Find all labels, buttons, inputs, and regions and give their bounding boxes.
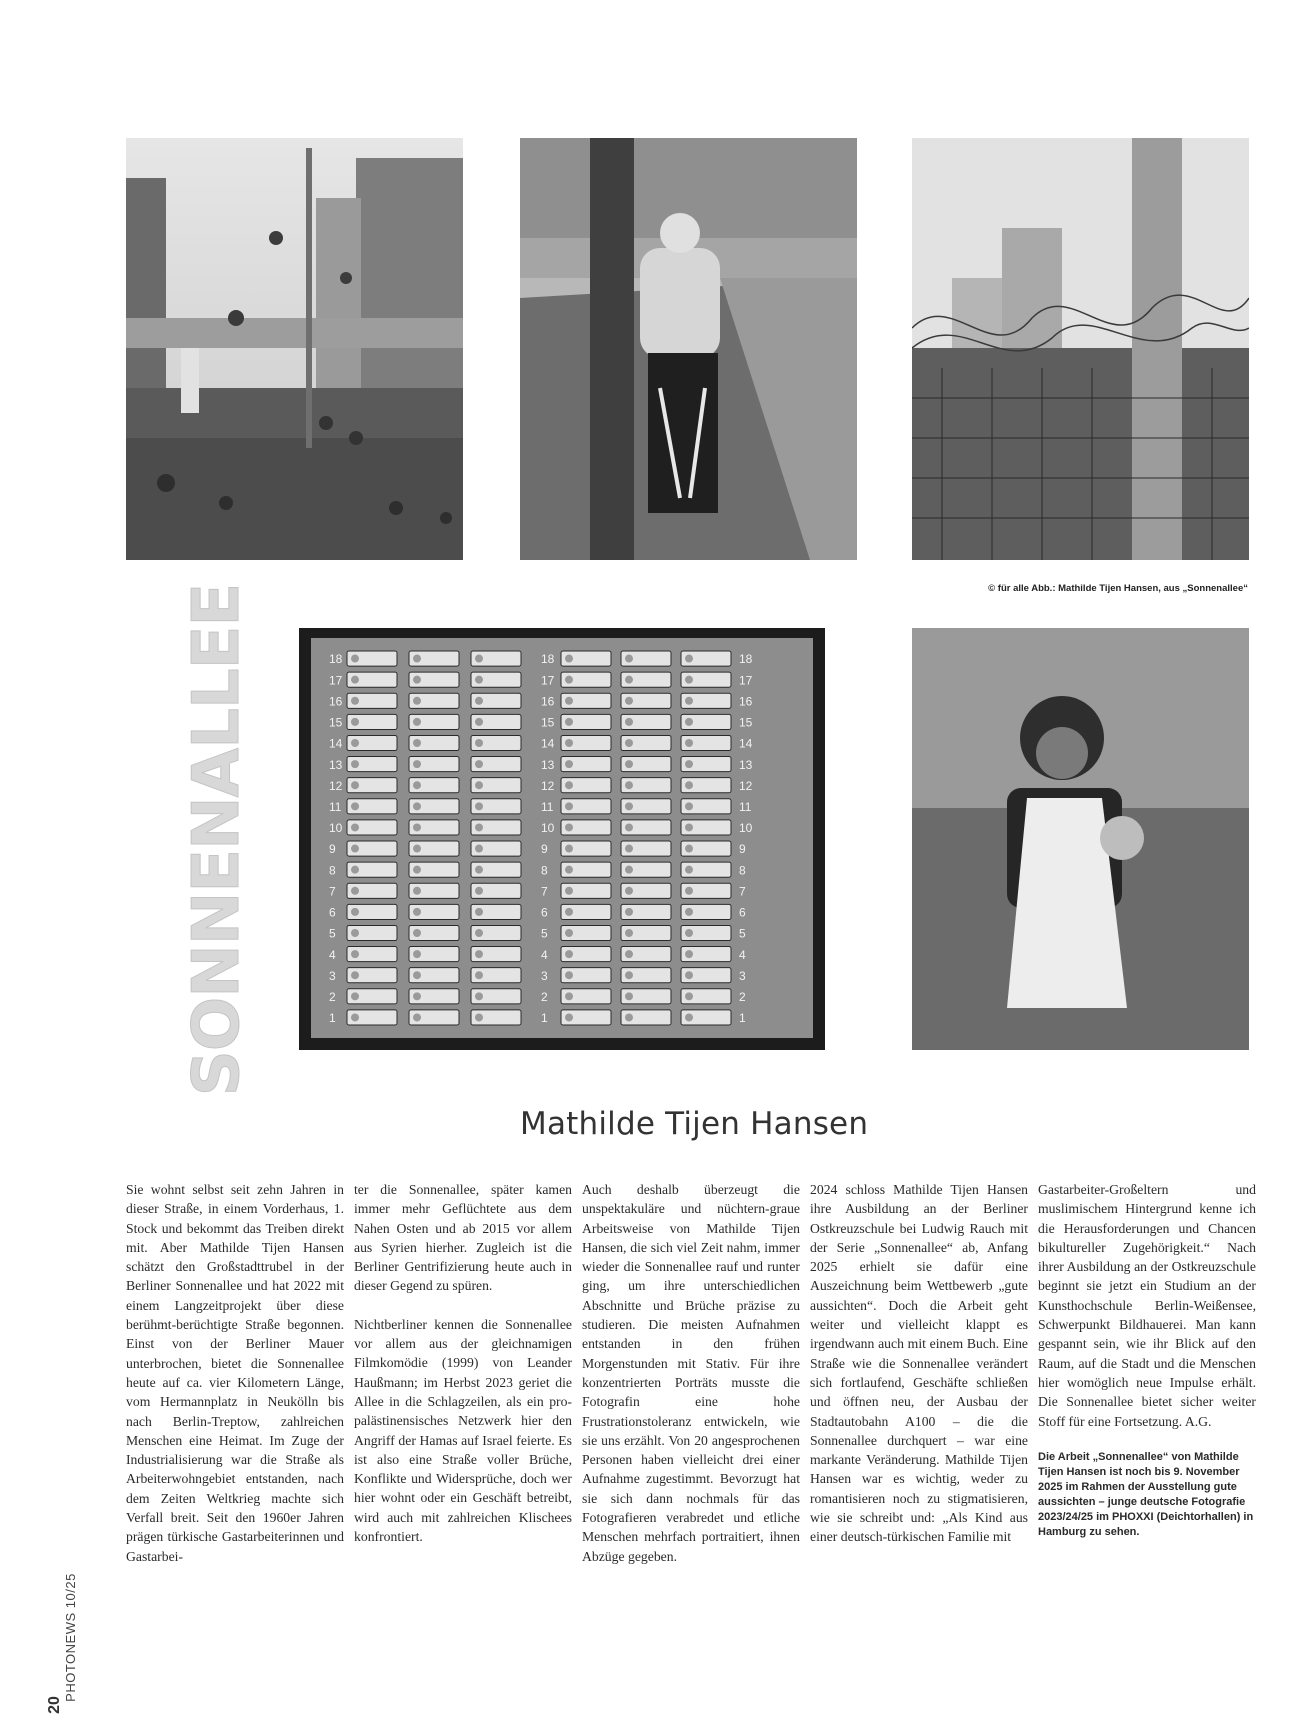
- doorbell-number: 13: [329, 757, 343, 772]
- doorbell-push-icon: [413, 781, 421, 789]
- doorbell-push-icon: [475, 845, 483, 853]
- doorbell-push-icon: [351, 992, 359, 1000]
- doorbell-push-icon: [625, 781, 633, 789]
- doorbell-number: 14: [739, 736, 753, 751]
- photo-girl-teddy: [912, 628, 1249, 1050]
- doorbell-push-icon: [475, 655, 483, 663]
- doorbell-number: 5: [541, 926, 548, 941]
- article-column-5: [1038, 1180, 1256, 1559]
- doorbell-number: 12: [329, 778, 343, 793]
- doorbell-push-icon: [351, 887, 359, 895]
- doorbell-push-icon: [685, 697, 693, 705]
- doorbell-push-icon: [685, 1013, 693, 1021]
- doorbell-push-icon: [351, 676, 359, 684]
- doorbell-push-icon: [475, 908, 483, 916]
- doorbell-push-icon: [351, 697, 359, 705]
- doorbell-push-icon: [475, 676, 483, 684]
- doorbell-push-icon: [565, 950, 573, 958]
- doorbell-push-icon: [685, 718, 693, 726]
- doorbell-push-icon: [685, 992, 693, 1000]
- column-5-paragraph-1: Gastarbeiter-Großeltern und muslimischem Hintergrund kenne ich die Herausforderungen und Chancen bikultureller Zugehörigkeit.“ Nach ihrer Ausbildung an der Ostkreuzschule beginnt sie jetzt ein Studium an der Kunsthochschule Berlin-Weißensee, Schwerpunkt Bildhauerei. Man kann gespannt sein, wie ihr Blick auf den Raum, auf die Stadt und die Menschen hier womöglich neue Impulse erhält. Die Sonnenallee bietet sicher weiter Stoff für eine Fortsetzung. A.G.: [1038, 1182, 1256, 1429]
- doorbell-push-icon: [685, 781, 693, 789]
- doorbell-number: 17: [329, 673, 343, 688]
- doorbell-push-icon: [413, 908, 421, 916]
- doorbell-push-icon: [565, 887, 573, 895]
- doorbell-number: 15: [541, 715, 555, 730]
- article-column-3: [582, 1180, 800, 1585]
- doorbell-push-icon: [625, 887, 633, 895]
- doorbell-push-icon: [565, 971, 573, 979]
- doorbell-number: 6: [739, 905, 746, 920]
- doorbell-push-icon: [351, 739, 359, 747]
- doorbell-push-icon: [475, 781, 483, 789]
- exhibition-note: Die Arbeit „Sonnenallee“ von Mathilde Tijen Hansen ist noch bis 9. November 2025 im Rahmen der Ausstellung gute aussichten – junge deutsche Fotografie 2023/24/25 im PHOXXI (Deichtorhallen) in Hamburg zu sehen.: [1038, 1450, 1254, 1538]
- doorbell-number: 4: [329, 947, 336, 962]
- photo-credit: © für alle Abb.: Mathilde Tijen Hansen, aus „Sonnenallee“: [988, 583, 1248, 594]
- doorbell-push-icon: [565, 992, 573, 1000]
- doorbell-number: 11: [541, 799, 554, 814]
- doorbell-number: 6: [541, 905, 548, 920]
- doorbell-number: 18: [541, 652, 555, 667]
- doorbell-push-icon: [413, 950, 421, 958]
- photo-street-pigeons: [126, 138, 463, 560]
- doorbell-number: 3: [739, 968, 746, 983]
- doorbell-push-icon: [625, 823, 633, 831]
- doorbell-number: 9: [739, 842, 746, 857]
- doorbell-push-icon: [685, 908, 693, 916]
- doorbell-push-icon: [685, 971, 693, 979]
- doorbell-push-icon: [625, 802, 633, 810]
- doorbell-number: 16: [739, 694, 753, 709]
- doorbell-push-icon: [685, 655, 693, 663]
- doorbell-push-icon: [565, 718, 573, 726]
- doorbell-push-icon: [351, 950, 359, 958]
- doorbell-push-icon: [685, 823, 693, 831]
- doorbell-push-icon: [351, 929, 359, 937]
- doorbell-number: 2: [329, 989, 336, 1004]
- doorbell-number: 12: [541, 778, 555, 793]
- doorbell-push-icon: [413, 739, 421, 747]
- doorbell-push-icon: [475, 866, 483, 874]
- doorbell-number: 6: [329, 905, 336, 920]
- doorbell-push-icon: [413, 887, 421, 895]
- doorbell-push-icon: [685, 802, 693, 810]
- doorbell-push-icon: [565, 655, 573, 663]
- doorbell-push-icon: [413, 676, 421, 684]
- doorbell-push-icon: [625, 929, 633, 937]
- doorbell-push-icon: [351, 781, 359, 789]
- doorbell-push-icon: [625, 760, 633, 768]
- doorbell-push-icon: [351, 845, 359, 853]
- doorbell-push-icon: [413, 866, 421, 874]
- doorbell-push-icon: [625, 908, 633, 916]
- doorbell-number: 17: [739, 673, 753, 688]
- doorbell-number: 2: [541, 989, 548, 1004]
- doorbell-push-icon: [625, 992, 633, 1000]
- column-1-paragraph-1: Sie wohnt selbst seit zehn Jahren in dieser Straße, in einem Vorderhaus, 1. Stock und bekommt das Treiben direkt mit. Aber Mathilde Tijen Hansen schätzt den Großstadttrubel in der Berliner Sonnenallee und hat 2022 mit einem Langzeitprojekt über diese berühmt-berüchtigte Straße begonnen. Einst von der Berliner Mauer unterbrochen, bietet die Sonnenallee heute auf ca. vier Kilometern Länge, vom Hermannplatz in Neukölln bis nach Berlin-Treptow, zahlreichen Menschen eine Heimat. Im Zuge der Industrialisierung war die Straße als Arbeiterwohngebiet entstanden, nach dem Zeiten Weltkrieg machte sich Verfall breit. Seit den 1960er Jahren prägen türkische Gastarbeiterinnen und Gastarbei-: [126, 1182, 344, 1564]
- doorbell-push-icon: [475, 950, 483, 958]
- doorbell-push-icon: [475, 887, 483, 895]
- doorbell-push-icon: [685, 845, 693, 853]
- doorbell-push-icon: [413, 760, 421, 768]
- photo-fence-barbed-wire: [912, 138, 1249, 560]
- photo-girl-tree: [520, 138, 857, 560]
- doorbell-push-icon: [625, 845, 633, 853]
- doorbell-push-icon: [413, 845, 421, 853]
- doorbell-push-icon: [351, 823, 359, 831]
- doorbell-push-icon: [565, 845, 573, 853]
- doorbell-number: 18: [739, 652, 753, 667]
- doorbell-push-icon: [565, 823, 573, 831]
- doorbell-number: 4: [739, 947, 746, 962]
- page-number: 20: [45, 1696, 63, 1714]
- doorbell-number: 14: [329, 736, 343, 751]
- doorbell-push-icon: [625, 697, 633, 705]
- column-3-paragraph-1: Auch deshalb überzeugt die unspektakuläre und nüchtern-graue Arbeitsweise von Mathilde Tijen Hansen, die sich viel Zeit nahm, immer wieder die Sonnenallee rauf und runter ging, um ihre unterschiedlichen Abschnitte und Brüche präzise zu studieren. Die meisten Aufnahmen entstanden in den frühen Morgenstunden mit Stativ. Für ihre konzentrierten Porträts musste die Fotografin eine hohe Frustrationstoleranz entwickeln, wie sie uns erzählt. Von 20 angesprochenen Personen haben vielleicht drei einer Aufnahme zugestimmt. Bevorzugt hat sie sich dann nochmals für das Fotografieren verabredet und etliche Menschen mehrfach portraitiert, ihnen Abzüge gegeben.: [582, 1182, 800, 1564]
- doorbell-number: 11: [329, 799, 342, 814]
- doorbell-push-icon: [625, 950, 633, 958]
- doorbell-push-icon: [475, 1013, 483, 1021]
- doorbell-number: 16: [329, 694, 343, 709]
- doorbell-push-icon: [475, 929, 483, 937]
- doorbell-push-icon: [625, 1013, 633, 1021]
- doorbell-push-icon: [413, 992, 421, 1000]
- doorbell-push-icon: [685, 866, 693, 874]
- doorbell-number: 8: [329, 863, 336, 878]
- doorbell-push-icon: [625, 655, 633, 663]
- doorbell-number: 7: [329, 884, 336, 899]
- doorbell-push-icon: [475, 718, 483, 726]
- doorbell-push-icon: [685, 739, 693, 747]
- page-folio: [44, 1573, 78, 1714]
- article-column-1: [126, 1180, 344, 1585]
- doorbell-push-icon: [565, 781, 573, 789]
- doorbell-number: 5: [329, 926, 336, 941]
- doorbell-number: 1: [541, 1011, 548, 1026]
- doorbell-number: 10: [541, 821, 555, 836]
- doorbell-number: 15: [329, 715, 343, 730]
- doorbell-push-icon: [565, 697, 573, 705]
- doorbell-push-icon: [475, 697, 483, 705]
- doorbell-number: 12: [739, 778, 753, 793]
- doorbell-number: 13: [541, 757, 555, 772]
- doorbell-push-icon: [625, 971, 633, 979]
- doorbell-number: 13: [739, 757, 753, 772]
- doorbell-push-icon: [351, 908, 359, 916]
- doorbell-number: 3: [329, 968, 336, 983]
- doorbell-push-icon: [475, 992, 483, 1000]
- column-2-paragraph-2: Nichtberliner kennen die Sonnenallee vor allem aus der gleichnamigen Filmkomödie (1999) von Leander Haußmann; im Herbst 2023 geriet die Allee in die Schlagzeilen, als ein pro-palästinensisches Netzwerk hier den Angriff der Hamas auf Israel feierte. Es ist also eine Straße voller Brüche, Konflikte und Widersprüche, doch wer hier wohnt oder ein Geschäft betreibt, wird auch mit zahlreichen Klischees konfrontiert.: [354, 1316, 572, 1545]
- doorbell-number: 18: [329, 652, 343, 667]
- doorbell-push-icon: [685, 676, 693, 684]
- doorbell-push-icon: [565, 908, 573, 916]
- doorbell-number: 7: [739, 884, 746, 899]
- doorbell-push-icon: [351, 971, 359, 979]
- vertical-title-text: SONNENALLEE: [180, 583, 254, 1097]
- article-headline: Mathilde Tijen Hansen: [520, 1106, 869, 1142]
- vertical-title: [172, 583, 262, 1097]
- doorbell-number: 5: [739, 926, 746, 941]
- doorbell-push-icon: [625, 718, 633, 726]
- doorbell-push-icon: [565, 760, 573, 768]
- doorbell-number: 4: [541, 947, 548, 962]
- article-column-2: [354, 1180, 572, 1565]
- doorbell-number: 9: [541, 842, 548, 857]
- doorbell-number: 17: [541, 673, 555, 688]
- magazine-issue: PHOTONEWS 10/25: [62, 1573, 78, 1702]
- article-column-4: [810, 1180, 1028, 1566]
- doorbell-push-icon: [413, 718, 421, 726]
- doorbell-number: 10: [739, 821, 753, 836]
- doorbell-number: 7: [541, 884, 548, 899]
- doorbell-number: 2: [739, 989, 746, 1004]
- doorbell-number: 15: [739, 715, 753, 730]
- doorbell-push-icon: [685, 760, 693, 768]
- column-4-paragraph-1: 2024 schloss Mathilde Tijen Hansen ihre Ausbildung an der Berliner Ostkreuzschule bei Ludwig Rauch mit der Serie „Sonnenallee“ ab, Anfang 2025 erhielt sie dafür eine Auszeichnung beim Wettbewerb „gute aussichten“. Doch die Arbeit geht weiter und vielleicht klappt es irgendwann auch mit einem Buch. Eine Straße wie die Sonnenallee verändert sich fortlaufend, Geschäfte schließen und öffnen neu, der Ausbau der Stadtautobahn A100 – die die Sonnenallee durchquert – war eine markante Veränderung. Mathilde Tijen Hansen war es wichtig, weder zu romantisieren noch zu stigmatisieren, wie sie schreibt und: „Als Kind aus einer deutsch-türkischen Familie mit: [810, 1182, 1028, 1545]
- doorbell-number: 14: [541, 736, 555, 751]
- doorbell-push-icon: [475, 971, 483, 979]
- doorbell-number: 3: [541, 968, 548, 983]
- photo-doorbell-panel: [299, 628, 825, 1050]
- doorbell-push-icon: [413, 929, 421, 937]
- doorbell-push-icon: [565, 676, 573, 684]
- doorbell-number: 1: [329, 1011, 336, 1026]
- doorbell-push-icon: [625, 676, 633, 684]
- doorbell-push-icon: [413, 802, 421, 810]
- doorbell-push-icon: [685, 887, 693, 895]
- doorbell-number: 11: [739, 799, 752, 814]
- doorbell-push-icon: [565, 1013, 573, 1021]
- doorbell-number: 9: [329, 842, 336, 857]
- doorbell-push-icon: [565, 929, 573, 937]
- doorbell-push-icon: [413, 971, 421, 979]
- doorbell-push-icon: [351, 866, 359, 874]
- doorbell-number: 8: [739, 863, 746, 878]
- doorbell-push-icon: [625, 866, 633, 874]
- column-2-paragraph-1: ter die Sonnenallee, später kamen immer mehr Geflüchtete aus dem Nahen Osten und ab 2015 vor allem aus Syrien hierher. Zugleich ist die Berliner Gentrifizierung heute auch in dieser Gegend zu spüren.: [354, 1182, 572, 1294]
- doorbell-push-icon: [475, 823, 483, 831]
- doorbell-push-icon: [413, 823, 421, 831]
- doorbell-push-icon: [413, 655, 421, 663]
- doorbell-number: 16: [541, 694, 555, 709]
- doorbell-push-icon: [475, 760, 483, 768]
- doorbell-push-icon: [565, 802, 573, 810]
- doorbell-number: 8: [541, 863, 548, 878]
- doorbell-number: 1: [739, 1011, 746, 1026]
- doorbell-push-icon: [351, 1013, 359, 1021]
- doorbell-push-icon: [351, 718, 359, 726]
- doorbell-push-icon: [565, 739, 573, 747]
- doorbell-push-icon: [351, 760, 359, 768]
- doorbell-push-icon: [685, 929, 693, 937]
- doorbell-push-icon: [413, 697, 421, 705]
- doorbell-push-icon: [625, 739, 633, 747]
- doorbell-push-icon: [565, 866, 573, 874]
- doorbell-push-icon: [475, 802, 483, 810]
- doorbell-push-icon: [413, 1013, 421, 1021]
- doorbell-push-icon: [351, 655, 359, 663]
- doorbell-push-icon: [351, 802, 359, 810]
- doorbell-push-icon: [475, 739, 483, 747]
- doorbell-number: 10: [329, 821, 343, 836]
- doorbell-push-icon: [685, 950, 693, 958]
